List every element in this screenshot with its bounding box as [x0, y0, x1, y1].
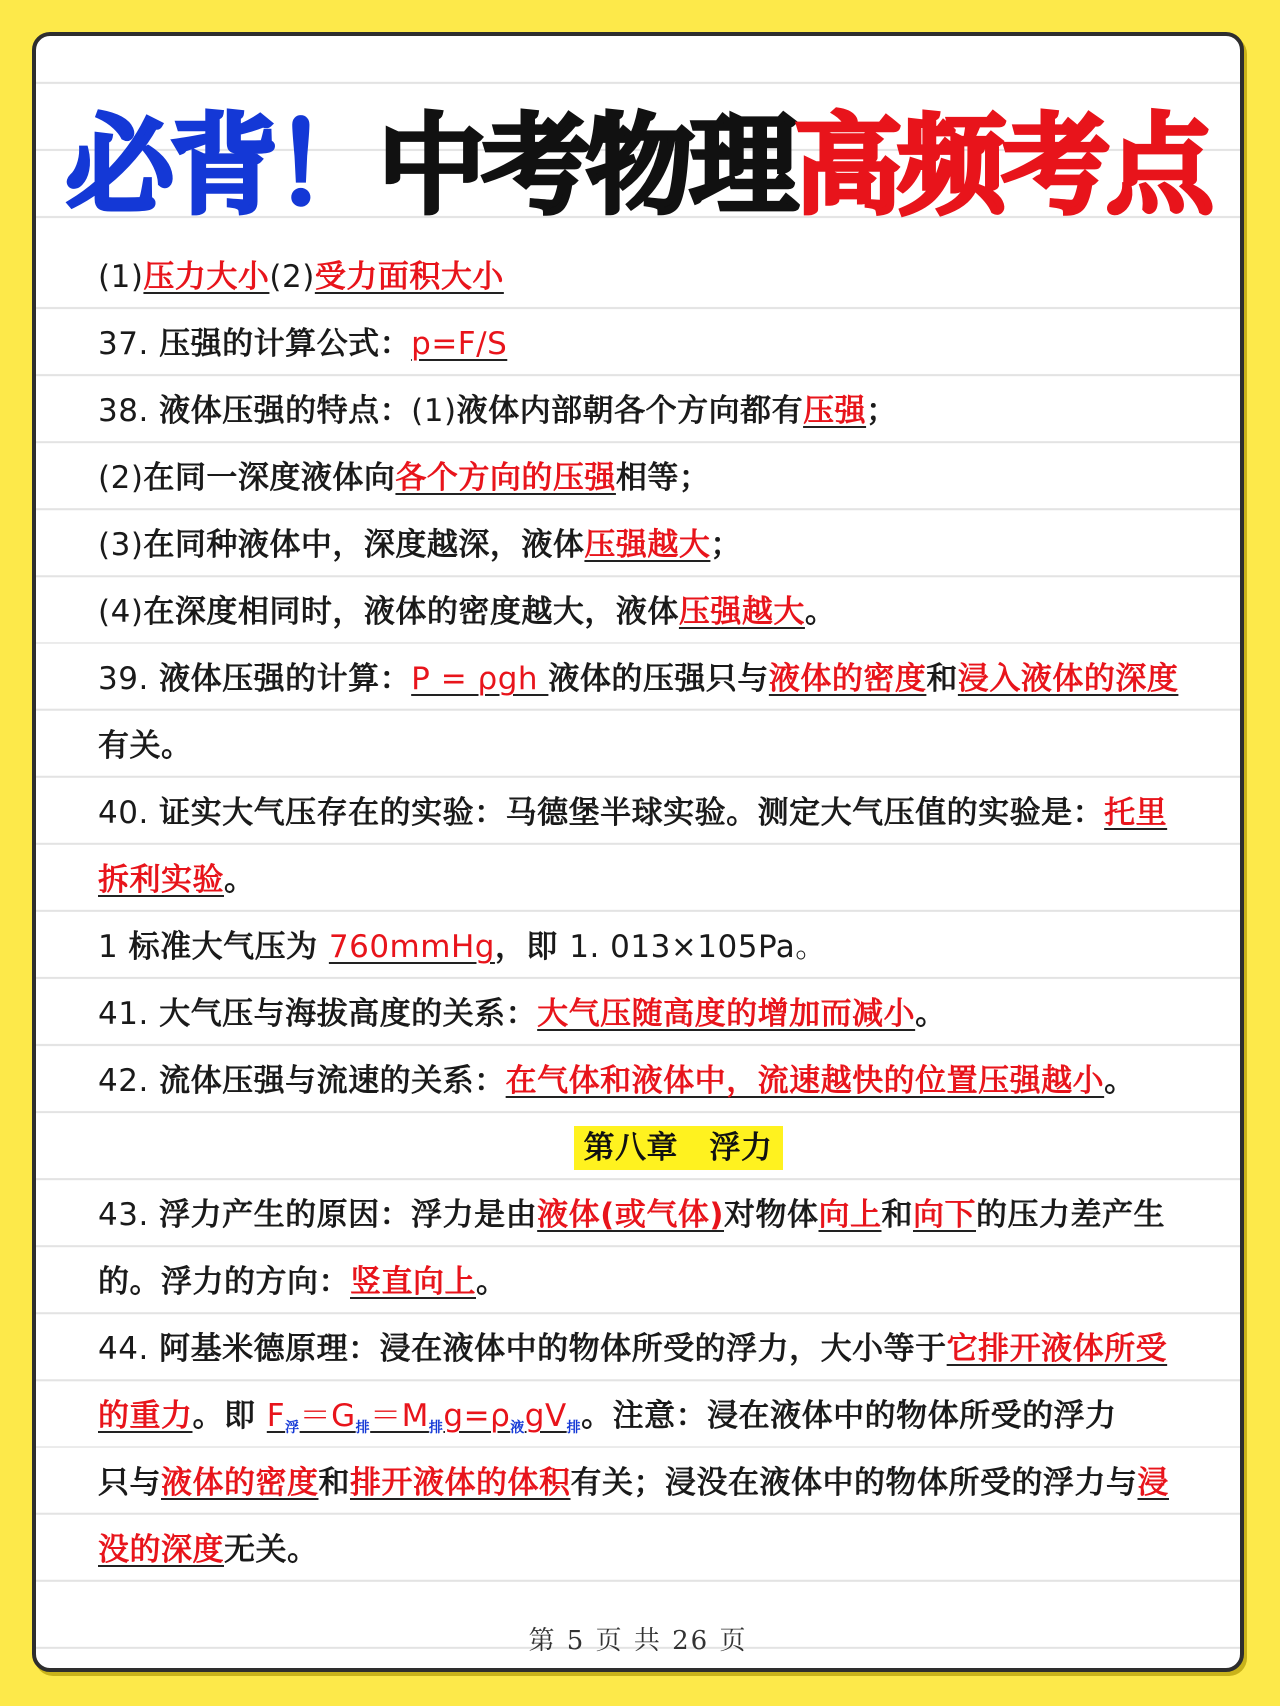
note-text: ，即: [494, 929, 570, 965]
key-answer: 拆利实验: [98, 862, 224, 898]
note-text: (2): [98, 460, 144, 496]
key-answer: 压强越大: [584, 527, 711, 563]
note-text: 在同一深度液体向: [143, 460, 396, 496]
note-line: [98, 646, 1258, 713]
key-answer: 在气体和液体中，流速越快的位置压强越小: [505, 1063, 1105, 1099]
note-text: 在深度相同时，液体的密度越大，液体: [143, 594, 679, 630]
note-text: 浮力产生的原因：浮力是由: [159, 1197, 538, 1233]
note-text: 和: [881, 1197, 913, 1233]
note-text: 有关。: [98, 728, 193, 764]
note-text: 只与: [98, 1465, 161, 1501]
note-text: (1): [98, 259, 144, 295]
notebook-page: [32, 32, 1244, 1672]
key-answer: 液体的密度: [768, 661, 927, 697]
note-text: 42.: [98, 1063, 160, 1099]
note-line: [98, 512, 1258, 579]
note-line: [98, 445, 1258, 512]
note-line: [98, 1316, 1258, 1383]
note-line: [98, 1517, 1258, 1584]
note-text: 液: [510, 1420, 525, 1436]
note-text: 43.: [98, 1197, 160, 1233]
key-answer: 的重力: [98, 1398, 193, 1434]
key-answer: 液体(或气体): [537, 1197, 724, 1233]
key-answer: gV: [524, 1398, 567, 1434]
note-line: [98, 1249, 1258, 1316]
chapter-title: 第八章 浮力: [574, 1126, 783, 1170]
note-text: 排: [428, 1420, 444, 1436]
note-text: 液体压强的计算：: [159, 661, 412, 697]
note-text: ；: [866, 393, 898, 429]
key-answer: 大气压随高度的增加而减小: [537, 996, 916, 1032]
key-answer: 各个方向的压强: [395, 460, 616, 496]
note-text: 压强的计算公式：: [159, 326, 412, 362]
key-answer: 向下: [913, 1197, 976, 1233]
key-answer: 压强: [803, 393, 867, 429]
key-answer: 760mmHg: [328, 929, 495, 965]
note-text: 38.: [98, 393, 160, 429]
note-text: 阿基米德原理：浸在液体中的物体所受的浮力，大小等于: [159, 1331, 947, 1367]
note-text: 排: [566, 1420, 582, 1436]
key-answer: 浸入液体的深度: [957, 661, 1179, 697]
note-text: ；: [710, 527, 742, 563]
key-answer: 压力大小: [143, 259, 270, 295]
note-text: 液体的压强只与: [548, 661, 769, 697]
note-text: 1. 013×105Pa。: [569, 929, 827, 965]
note-text: 的。浮力的方向：: [98, 1264, 350, 1300]
note-text: 1: [98, 929, 129, 965]
key-answer: 液体的密度: [161, 1465, 319, 1501]
key-answer: ＝M: [370, 1398, 429, 1434]
note-text: 液体内部朝各个方向都有: [456, 393, 804, 429]
page-title: [36, 92, 1240, 242]
note-line: [98, 1048, 1258, 1115]
note-text: (3): [98, 527, 144, 563]
chapter-heading: [98, 1115, 1258, 1182]
note-line: [98, 914, 1258, 981]
note-text: 。: [804, 594, 837, 630]
note-text: 41.: [98, 996, 160, 1032]
note-text: 37.: [98, 326, 160, 362]
key-answer: 托里: [1104, 795, 1168, 831]
note-line: [98, 713, 1258, 780]
note-text: 的压力差产生: [976, 1197, 1165, 1233]
note-text: 液体压强的特点：: [159, 393, 412, 429]
key-answer: 排开液体的体积: [350, 1465, 571, 1501]
key-answer: 压强越大: [678, 594, 805, 630]
note-text: 有关；浸没在液体中的物体所受的浮力与: [570, 1465, 1138, 1501]
note-line: [98, 780, 1258, 847]
note-text: 在同种液体中，深度越深，液体: [143, 527, 585, 563]
note-text: 39.: [98, 661, 160, 697]
note-line: [98, 378, 1258, 445]
note-text: (1): [411, 393, 457, 429]
note-text: 无关。: [224, 1532, 319, 1568]
key-answer: g=ρ: [443, 1398, 511, 1434]
note-text: 。: [915, 996, 947, 1032]
note-line: [98, 1450, 1258, 1517]
note-text: 44.: [98, 1331, 160, 1367]
note-text: 标准大气压为: [128, 929, 329, 965]
note-line: [98, 244, 1258, 311]
note-text: 流体压强与流速的关系：: [159, 1063, 506, 1099]
note-text: 相等；: [615, 460, 711, 496]
title-part-1: 必背！: [65, 104, 378, 229]
note-text: 40.: [98, 795, 160, 831]
note-line: [98, 311, 1258, 378]
key-answer: 浸: [1137, 1465, 1169, 1501]
note-text: 。即: [192, 1398, 267, 1434]
note-line: [98, 1182, 1258, 1249]
key-answer: 没的深度: [98, 1532, 224, 1568]
note-line: [98, 1383, 1258, 1450]
notes-content: [98, 244, 1258, 1584]
note-line: [98, 847, 1258, 914]
key-answer: F: [266, 1398, 286, 1434]
title-part-2: 中考物理: [377, 104, 794, 229]
note-text: 。: [476, 1264, 508, 1300]
note-text: 和: [926, 661, 958, 697]
key-answer: 竖直向上: [350, 1264, 476, 1300]
note-text: (4): [98, 594, 144, 630]
note-text: 对物体: [724, 1197, 819, 1233]
note-line: [98, 981, 1258, 1048]
key-answer: 它排开液体所受: [946, 1331, 1168, 1367]
key-answer: ＝G: [299, 1398, 356, 1434]
key-answer: P = ρgh: [411, 661, 549, 697]
key-answer: 向上: [818, 1197, 882, 1233]
note-text: 和: [318, 1465, 350, 1501]
note-text: (2): [269, 259, 315, 295]
title-part-3: 高频考点: [794, 104, 1211, 229]
note-text: 排: [355, 1420, 371, 1436]
key-answer: p=F/S: [411, 326, 508, 362]
key-answer: 受力面积大小: [314, 259, 504, 295]
note-text: 。注意：浸在液体中的物体所受的浮力: [581, 1398, 1117, 1434]
note-text: 。: [224, 862, 256, 898]
note-text: 。: [1104, 1063, 1136, 1099]
note-line: [98, 579, 1258, 646]
page-number: 第 5 页 共 26 页: [528, 1626, 748, 1656]
note-text: 证实大气压存在的实验：马德堡半球实验。测定大气压值的实验是：: [159, 795, 1105, 831]
note-text: 浮: [285, 1420, 300, 1436]
note-text: 大气压与海拔高度的关系：: [159, 996, 538, 1032]
